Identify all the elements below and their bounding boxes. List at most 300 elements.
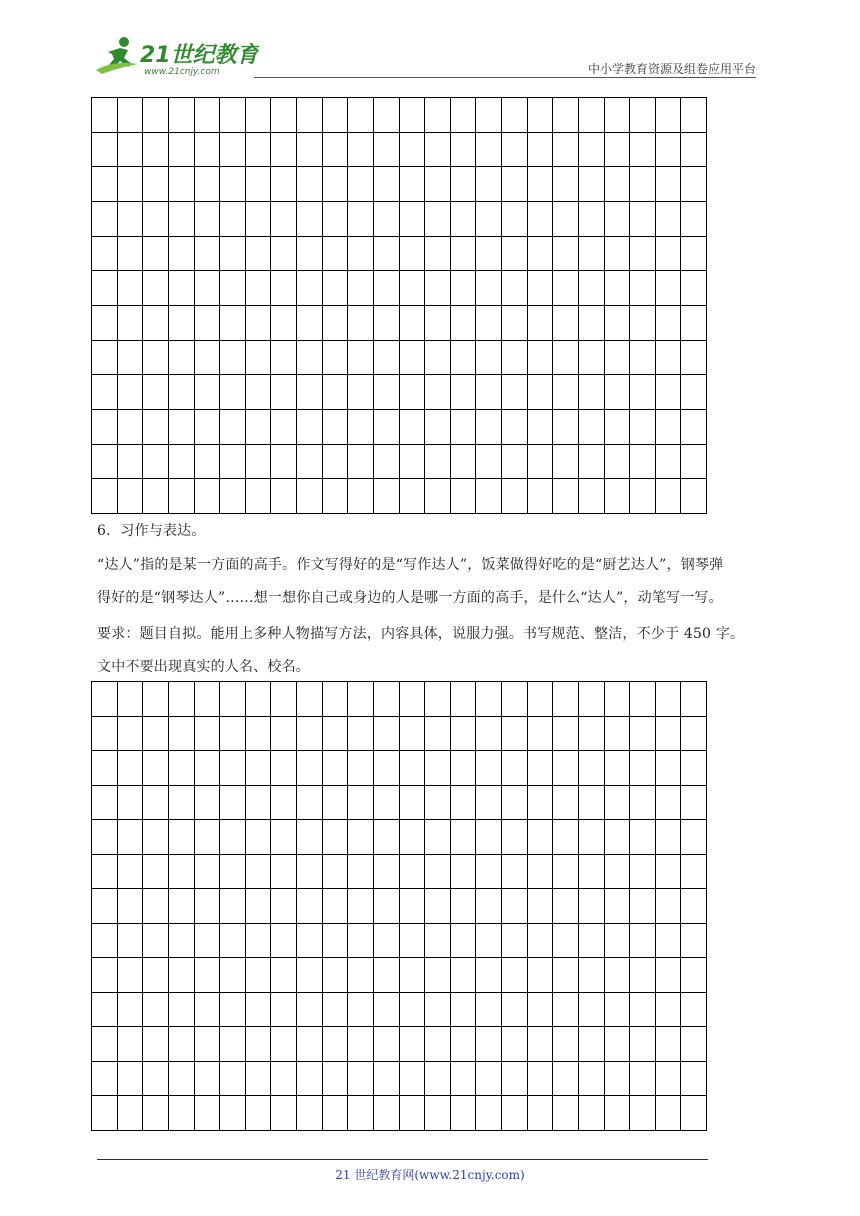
grid-cell[interactable]: [656, 820, 682, 855]
grid-cell[interactable]: [476, 479, 502, 514]
grid-cell[interactable]: [605, 855, 631, 890]
grid-cell[interactable]: [348, 682, 374, 717]
grid-cell[interactable]: [528, 889, 554, 924]
grid-cell[interactable]: [451, 375, 477, 410]
grid-cell[interactable]: [143, 271, 169, 306]
grid-cell[interactable]: [143, 375, 169, 410]
grid-cell[interactable]: [348, 202, 374, 237]
grid-cell[interactable]: [92, 271, 118, 306]
grid-cell[interactable]: [502, 1062, 528, 1097]
grid-cell[interactable]: [118, 133, 144, 168]
grid-cell[interactable]: [169, 751, 195, 786]
grid-cell[interactable]: [271, 341, 297, 376]
grid-cell[interactable]: [92, 993, 118, 1028]
grid-cell[interactable]: [605, 133, 631, 168]
grid-cell[interactable]: [297, 237, 323, 272]
grid-cell[interactable]: [502, 958, 528, 993]
grid-cell[interactable]: [425, 1027, 451, 1062]
grid-cell[interactable]: [502, 341, 528, 376]
grid-cell[interactable]: [323, 445, 349, 480]
grid-cell[interactable]: [579, 133, 605, 168]
grid-cell[interactable]: [528, 271, 554, 306]
grid-cell[interactable]: [579, 479, 605, 514]
grid-cell[interactable]: [374, 271, 400, 306]
grid-cell[interactable]: [246, 993, 272, 1028]
grid-cell[interactable]: [681, 167, 707, 202]
grid-cell[interactable]: [579, 855, 605, 890]
grid-cell[interactable]: [220, 820, 246, 855]
grid-cell[interactable]: [400, 820, 426, 855]
grid-cell[interactable]: [425, 717, 451, 752]
grid-cell[interactable]: [579, 751, 605, 786]
grid-cell[interactable]: [92, 1027, 118, 1062]
grid-cell[interactable]: [118, 682, 144, 717]
grid-cell[interactable]: [246, 202, 272, 237]
grid-cell[interactable]: [92, 924, 118, 959]
grid-cell[interactable]: [451, 271, 477, 306]
grid-cell[interactable]: [220, 445, 246, 480]
grid-cell[interactable]: [425, 855, 451, 890]
grid-cell[interactable]: [271, 410, 297, 445]
grid-cell[interactable]: [374, 1062, 400, 1097]
grid-cell[interactable]: [271, 924, 297, 959]
grid-cell[interactable]: [656, 717, 682, 752]
grid-cell[interactable]: [630, 820, 656, 855]
grid-cell[interactable]: [348, 751, 374, 786]
grid-cell[interactable]: [323, 306, 349, 341]
grid-cell[interactable]: [271, 751, 297, 786]
grid-cell[interactable]: [220, 410, 246, 445]
grid-cell[interactable]: [425, 98, 451, 133]
grid-cell[interactable]: [476, 237, 502, 272]
grid-cell[interactable]: [246, 717, 272, 752]
grid-cell[interactable]: [246, 271, 272, 306]
grid-cell[interactable]: [118, 993, 144, 1028]
grid-cell[interactable]: [605, 375, 631, 410]
grid-cell[interactable]: [297, 479, 323, 514]
grid-cell[interactable]: [681, 958, 707, 993]
grid-cell[interactable]: [400, 98, 426, 133]
grid-cell[interactable]: [605, 271, 631, 306]
grid-cell[interactable]: [502, 479, 528, 514]
grid-cell[interactable]: [246, 375, 272, 410]
grid-cell[interactable]: [297, 306, 323, 341]
grid-cell[interactable]: [271, 271, 297, 306]
grid-cell[interactable]: [553, 1096, 579, 1131]
grid-cell[interactable]: [425, 133, 451, 168]
grid-cell[interactable]: [246, 751, 272, 786]
grid-cell[interactable]: [374, 306, 400, 341]
grid-cell[interactable]: [323, 786, 349, 821]
grid-cell[interactable]: [425, 271, 451, 306]
grid-cell[interactable]: [528, 237, 554, 272]
grid-cell[interactable]: [400, 1062, 426, 1097]
grid-cell[interactable]: [579, 717, 605, 752]
grid-cell[interactable]: [220, 167, 246, 202]
grid-cell[interactable]: [92, 717, 118, 752]
grid-cell[interactable]: [220, 889, 246, 924]
grid-cell[interactable]: [143, 993, 169, 1028]
grid-cell[interactable]: [220, 751, 246, 786]
grid-cell[interactable]: [476, 202, 502, 237]
grid-cell[interactable]: [425, 167, 451, 202]
grid-cell[interactable]: [630, 924, 656, 959]
grid-cell[interactable]: [118, 306, 144, 341]
grid-cell[interactable]: [476, 924, 502, 959]
grid-cell[interactable]: [323, 375, 349, 410]
grid-cell[interactable]: [681, 820, 707, 855]
grid-cell[interactable]: [195, 1027, 221, 1062]
grid-cell[interactable]: [374, 889, 400, 924]
grid-cell[interactable]: [118, 479, 144, 514]
grid-cell[interactable]: [451, 682, 477, 717]
grid-cell[interactable]: [348, 924, 374, 959]
grid-cell[interactable]: [297, 375, 323, 410]
grid-cell[interactable]: [630, 717, 656, 752]
grid-cell[interactable]: [220, 717, 246, 752]
grid-cell[interactable]: [220, 993, 246, 1028]
grid-cell[interactable]: [451, 889, 477, 924]
grid-cell[interactable]: [400, 855, 426, 890]
grid-cell[interactable]: [348, 237, 374, 272]
grid-cell[interactable]: [400, 958, 426, 993]
grid-cell[interactable]: [220, 1096, 246, 1131]
grid-cell[interactable]: [400, 717, 426, 752]
grid-cell[interactable]: [271, 820, 297, 855]
grid-cell[interactable]: [553, 889, 579, 924]
grid-cell[interactable]: [630, 855, 656, 890]
grid-cell[interactable]: [169, 306, 195, 341]
grid-cell[interactable]: [118, 751, 144, 786]
grid-cell[interactable]: [630, 445, 656, 480]
grid-cell[interactable]: [271, 786, 297, 821]
grid-cell[interactable]: [374, 1027, 400, 1062]
grid-cell[interactable]: [92, 682, 118, 717]
grid-cell[interactable]: [528, 682, 554, 717]
grid-cell[interactable]: [118, 202, 144, 237]
grid-cell[interactable]: [169, 479, 195, 514]
grid-cell[interactable]: [425, 1096, 451, 1131]
grid-cell[interactable]: [374, 167, 400, 202]
grid-cell[interactable]: [348, 717, 374, 752]
grid-cell[interactable]: [195, 889, 221, 924]
grid-cell[interactable]: [118, 924, 144, 959]
grid-cell[interactable]: [502, 202, 528, 237]
grid-cell[interactable]: [476, 889, 502, 924]
grid-cell[interactable]: [118, 855, 144, 890]
grid-cell[interactable]: [681, 889, 707, 924]
grid-cell[interactable]: [323, 717, 349, 752]
grid-cell[interactable]: [553, 167, 579, 202]
grid-cell[interactable]: [502, 237, 528, 272]
grid-cell[interactable]: [220, 479, 246, 514]
grid-cell[interactable]: [528, 751, 554, 786]
grid-cell[interactable]: [348, 167, 374, 202]
grid-cell[interactable]: [195, 133, 221, 168]
grid-cell[interactable]: [605, 958, 631, 993]
grid-cell[interactable]: [400, 479, 426, 514]
grid-cell[interactable]: [579, 306, 605, 341]
grid-cell[interactable]: [143, 133, 169, 168]
grid-cell[interactable]: [323, 924, 349, 959]
grid-cell[interactable]: [681, 98, 707, 133]
grid-cell[interactable]: [528, 1027, 554, 1062]
grid-cell[interactable]: [656, 1062, 682, 1097]
grid-cell[interactable]: [297, 924, 323, 959]
grid-cell[interactable]: [246, 1096, 272, 1131]
grid-cell[interactable]: [246, 820, 272, 855]
grid-cell[interactable]: [681, 1062, 707, 1097]
grid-cell[interactable]: [528, 479, 554, 514]
grid-cell[interactable]: [425, 306, 451, 341]
grid-cell[interactable]: [425, 202, 451, 237]
grid-cell[interactable]: [681, 341, 707, 376]
grid-cell[interactable]: [169, 855, 195, 890]
grid-cell[interactable]: [271, 717, 297, 752]
grid-cell[interactable]: [656, 271, 682, 306]
grid-cell[interactable]: [195, 751, 221, 786]
grid-cell[interactable]: [451, 1027, 477, 1062]
grid-cell[interactable]: [476, 751, 502, 786]
grid-cell[interactable]: [400, 924, 426, 959]
grid-cell[interactable]: [323, 855, 349, 890]
grid-cell[interactable]: [502, 306, 528, 341]
grid-cell[interactable]: [169, 445, 195, 480]
grid-cell[interactable]: [451, 786, 477, 821]
grid-cell[interactable]: [681, 410, 707, 445]
grid-cell[interactable]: [271, 889, 297, 924]
grid-cell[interactable]: [630, 682, 656, 717]
grid-cell[interactable]: [528, 1096, 554, 1131]
grid-cell[interactable]: [553, 1062, 579, 1097]
grid-cell[interactable]: [630, 133, 656, 168]
grid-cell[interactable]: [297, 410, 323, 445]
grid-cell[interactable]: [323, 479, 349, 514]
grid-cell[interactable]: [476, 1027, 502, 1062]
grid-cell[interactable]: [656, 1096, 682, 1131]
grid-cell[interactable]: [92, 889, 118, 924]
grid-cell[interactable]: [271, 237, 297, 272]
grid-cell[interactable]: [220, 202, 246, 237]
grid-cell[interactable]: [656, 341, 682, 376]
grid-cell[interactable]: [528, 167, 554, 202]
grid-cell[interactable]: [425, 924, 451, 959]
grid-cell[interactable]: [681, 237, 707, 272]
grid-cell[interactable]: [297, 1062, 323, 1097]
grid-cell[interactable]: [246, 479, 272, 514]
grid-cell[interactable]: [579, 202, 605, 237]
grid-cell[interactable]: [348, 306, 374, 341]
grid-cell[interactable]: [374, 751, 400, 786]
grid-cell[interactable]: [195, 98, 221, 133]
grid-cell[interactable]: [220, 855, 246, 890]
grid-cell[interactable]: [374, 375, 400, 410]
grid-cell[interactable]: [400, 786, 426, 821]
grid-cell[interactable]: [246, 682, 272, 717]
grid-cell[interactable]: [92, 375, 118, 410]
grid-cell[interactable]: [451, 820, 477, 855]
grid-cell[interactable]: [528, 820, 554, 855]
grid-cell[interactable]: [579, 889, 605, 924]
grid-cell[interactable]: [400, 306, 426, 341]
grid-cell[interactable]: [271, 1027, 297, 1062]
grid-cell[interactable]: [579, 786, 605, 821]
grid-cell[interactable]: [579, 1027, 605, 1062]
grid-cell[interactable]: [92, 98, 118, 133]
grid-cell[interactable]: [169, 1062, 195, 1097]
grid-cell[interactable]: [323, 751, 349, 786]
grid-cell[interactable]: [579, 341, 605, 376]
grid-cell[interactable]: [502, 682, 528, 717]
grid-cell[interactable]: [195, 479, 221, 514]
grid-cell[interactable]: [528, 306, 554, 341]
grid-cell[interactable]: [630, 271, 656, 306]
grid-cell[interactable]: [502, 820, 528, 855]
grid-cell[interactable]: [169, 682, 195, 717]
grid-cell[interactable]: [579, 820, 605, 855]
grid-cell[interactable]: [476, 167, 502, 202]
grid-cell[interactable]: [297, 855, 323, 890]
grid-cell[interactable]: [528, 98, 554, 133]
grid-cell[interactable]: [143, 306, 169, 341]
grid-cell[interactable]: [656, 1027, 682, 1062]
grid-cell[interactable]: [92, 306, 118, 341]
grid-cell[interactable]: [553, 751, 579, 786]
grid-cell[interactable]: [271, 1062, 297, 1097]
grid-cell[interactable]: [92, 341, 118, 376]
grid-cell[interactable]: [92, 479, 118, 514]
grid-cell[interactable]: [400, 375, 426, 410]
grid-cell[interactable]: [400, 341, 426, 376]
grid-cell[interactable]: [297, 993, 323, 1028]
grid-cell[interactable]: [502, 167, 528, 202]
grid-cell[interactable]: [271, 167, 297, 202]
grid-cell[interactable]: [605, 410, 631, 445]
grid-cell[interactable]: [374, 682, 400, 717]
grid-cell[interactable]: [630, 306, 656, 341]
grid-cell[interactable]: [451, 924, 477, 959]
grid-cell[interactable]: [195, 958, 221, 993]
grid-cell[interactable]: [143, 341, 169, 376]
grid-cell[interactable]: [92, 958, 118, 993]
grid-cell[interactable]: [271, 445, 297, 480]
grid-cell[interactable]: [92, 237, 118, 272]
grid-cell[interactable]: [451, 958, 477, 993]
grid-cell[interactable]: [656, 445, 682, 480]
grid-cell[interactable]: [605, 1027, 631, 1062]
grid-cell[interactable]: [553, 479, 579, 514]
grid-cell[interactable]: [92, 167, 118, 202]
grid-cell[interactable]: [246, 410, 272, 445]
grid-cell[interactable]: [400, 133, 426, 168]
grid-cell[interactable]: [579, 958, 605, 993]
grid-cell[interactable]: [323, 1027, 349, 1062]
grid-cell[interactable]: [195, 237, 221, 272]
grid-cell[interactable]: [451, 717, 477, 752]
grid-cell[interactable]: [553, 1027, 579, 1062]
grid-cell[interactable]: [656, 375, 682, 410]
grid-cell[interactable]: [553, 786, 579, 821]
grid-cell[interactable]: [579, 375, 605, 410]
grid-cell[interactable]: [630, 958, 656, 993]
grid-cell[interactable]: [400, 202, 426, 237]
grid-cell[interactable]: [476, 410, 502, 445]
grid-cell[interactable]: [656, 993, 682, 1028]
grid-cell[interactable]: [118, 271, 144, 306]
grid-cell[interactable]: [681, 271, 707, 306]
grid-cell[interactable]: [271, 682, 297, 717]
grid-cell[interactable]: [502, 1096, 528, 1131]
grid-cell[interactable]: [451, 167, 477, 202]
grid-cell[interactable]: [374, 341, 400, 376]
grid-cell[interactable]: [605, 751, 631, 786]
grid-cell[interactable]: [169, 717, 195, 752]
grid-cell[interactable]: [656, 167, 682, 202]
grid-cell[interactable]: [220, 375, 246, 410]
grid-cell[interactable]: [348, 1096, 374, 1131]
grid-cell[interactable]: [451, 341, 477, 376]
grid-cell[interactable]: [630, 98, 656, 133]
grid-cell[interactable]: [553, 410, 579, 445]
grid-cell[interactable]: [605, 993, 631, 1028]
grid-cell[interactable]: [143, 1062, 169, 1097]
grid-cell[interactable]: [348, 1027, 374, 1062]
grid-cell[interactable]: [681, 786, 707, 821]
grid-cell[interactable]: [195, 410, 221, 445]
grid-cell[interactable]: [630, 889, 656, 924]
grid-cell[interactable]: [656, 889, 682, 924]
grid-cell[interactable]: [553, 717, 579, 752]
grid-cell[interactable]: [143, 445, 169, 480]
grid-cell[interactable]: [553, 855, 579, 890]
grid-cell[interactable]: [451, 751, 477, 786]
grid-cell[interactable]: [169, 167, 195, 202]
grid-cell[interactable]: [553, 306, 579, 341]
grid-cell[interactable]: [195, 271, 221, 306]
grid-cell[interactable]: [656, 958, 682, 993]
grid-cell[interactable]: [656, 202, 682, 237]
grid-cell[interactable]: [605, 682, 631, 717]
grid-cell[interactable]: [425, 820, 451, 855]
grid-cell[interactable]: [348, 958, 374, 993]
grid-cell[interactable]: [605, 1062, 631, 1097]
grid-cell[interactable]: [528, 958, 554, 993]
grid-cell[interactable]: [92, 855, 118, 890]
grid-cell[interactable]: [246, 341, 272, 376]
grid-cell[interactable]: [323, 682, 349, 717]
grid-cell[interactable]: [425, 889, 451, 924]
grid-cell[interactable]: [605, 786, 631, 821]
grid-cell[interactable]: [374, 410, 400, 445]
grid-cell[interactable]: [118, 889, 144, 924]
grid-cell[interactable]: [246, 133, 272, 168]
grid-cell[interactable]: [656, 751, 682, 786]
grid-cell[interactable]: [271, 306, 297, 341]
grid-cell[interactable]: [502, 133, 528, 168]
grid-cell[interactable]: [92, 410, 118, 445]
grid-cell[interactable]: [118, 237, 144, 272]
grid-cell[interactable]: [143, 167, 169, 202]
grid-cell[interactable]: [451, 237, 477, 272]
grid-cell[interactable]: [271, 479, 297, 514]
grid-cell[interactable]: [348, 98, 374, 133]
grid-cell[interactable]: [681, 306, 707, 341]
grid-cell[interactable]: [656, 237, 682, 272]
grid-cell[interactable]: [528, 786, 554, 821]
grid-cell[interactable]: [605, 237, 631, 272]
grid-cell[interactable]: [502, 375, 528, 410]
grid-cell[interactable]: [374, 445, 400, 480]
